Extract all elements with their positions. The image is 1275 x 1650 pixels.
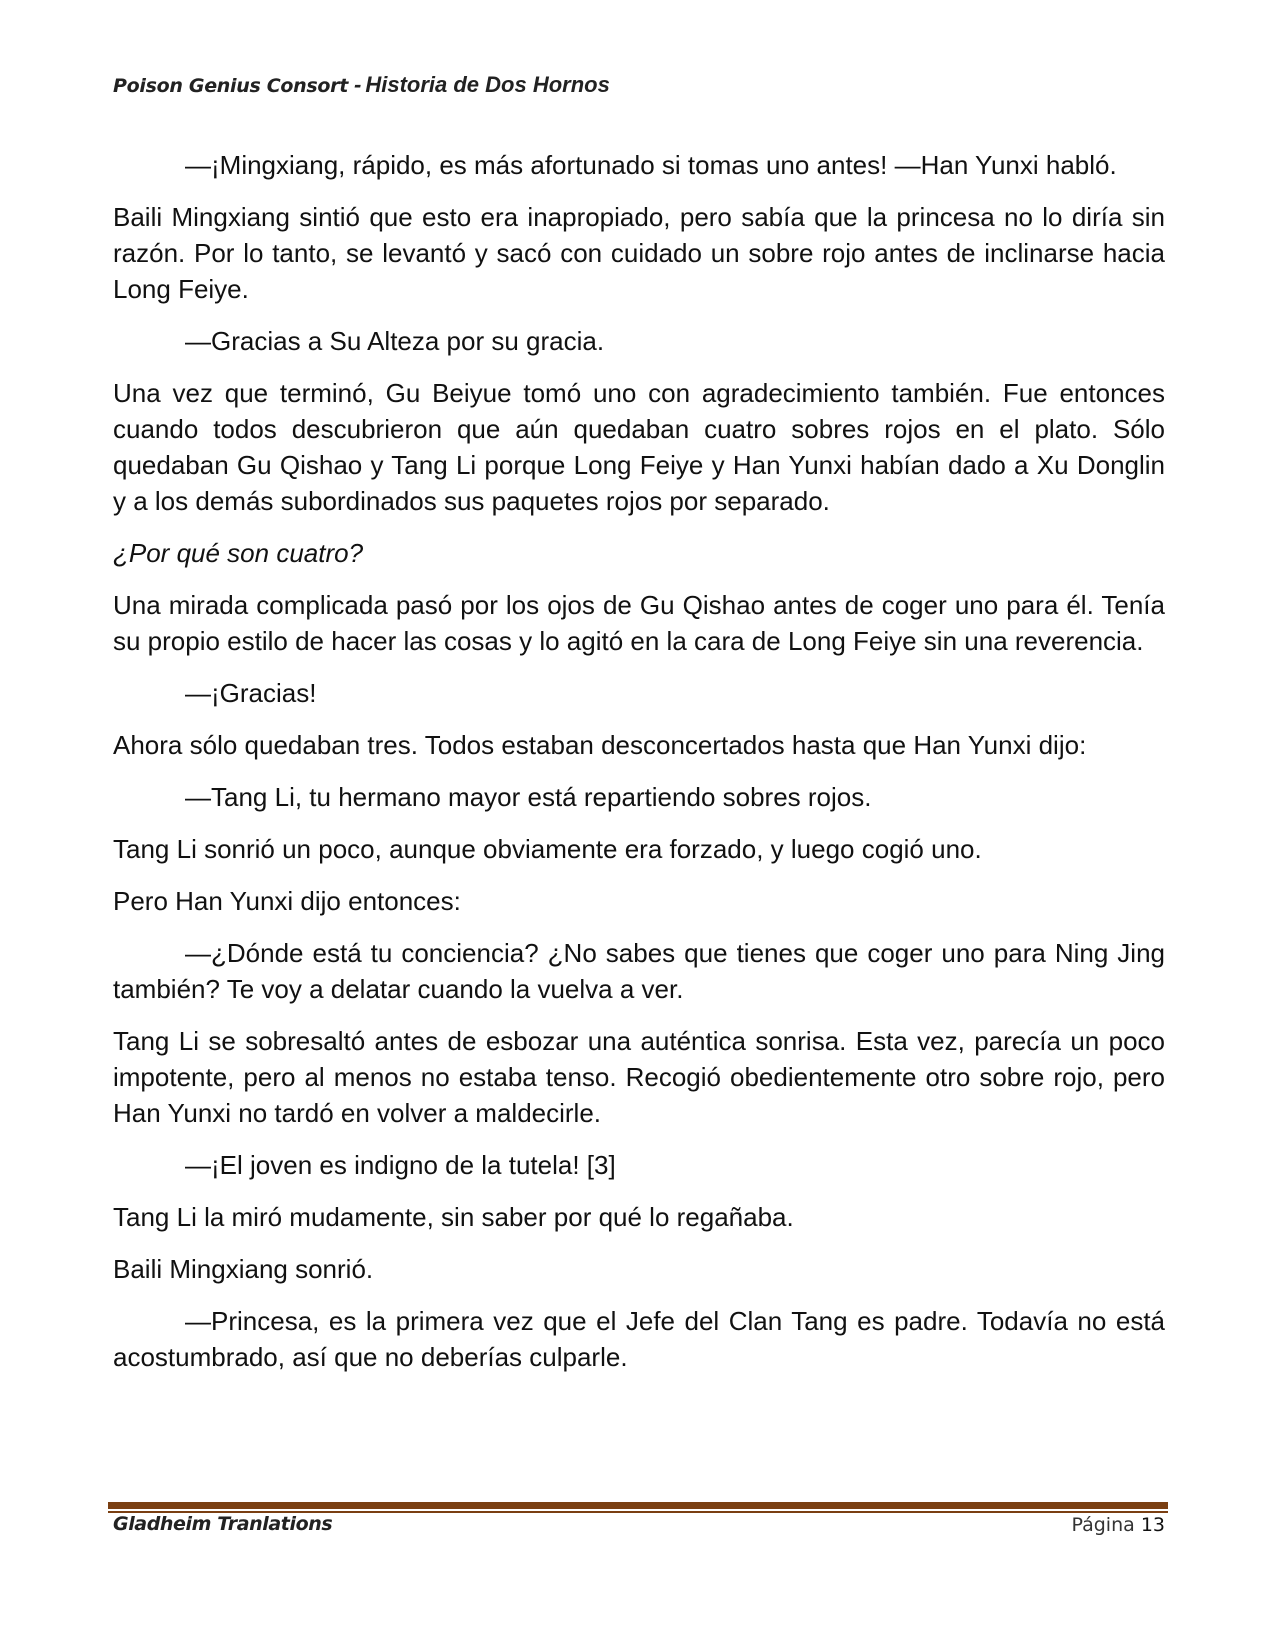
page-body (113, 147, 1165, 1391)
page-number-value: 13 (1140, 1514, 1165, 1536)
running-header (113, 72, 610, 98)
paragraph-dialog: —Princesa, es la primera vez que el Jefe del Clan Tang es padre. Todavía no está acostumbrado, así que no deberías culparle. (113, 1306, 1165, 1372)
header-separator: - (354, 72, 362, 97)
paragraph-narration: Ahora sólo quedaban tres. Todos estaban desconcertados hasta que Han Yunxi dijo: (113, 730, 1087, 760)
paragraph-dialog: —Tang Li, tu hermano mayor está repartiendo sobres rojos. (185, 782, 872, 812)
paragraph-dialog: —Gracias a Su Alteza por su gracia. (185, 326, 605, 356)
paragraph-narration: Tang Li sonrió un poco, aunque obviamente era forzado, y luego cogió uno. (113, 834, 982, 864)
series-title: Poison Genius Consort (113, 75, 349, 97)
paragraph-thought: ¿Por qué son cuatro? (113, 538, 364, 568)
paragraph-narration: Baili Mingxiang sintió que esto era inapropiado, pero sabía que la princesa no lo diría sin razón. Por lo tanto, se levantó y sacó con cuidado un sobre rojo antes de inclinarse hacia Long Feiye. (113, 202, 1165, 304)
paragraph-narration: Baili Mingxiang sonrió. (113, 1254, 374, 1284)
paragraph-dialog: —¿Dónde está tu conciencia? ¿No sabes que tienes que coger uno para Ning Jing también? Te voy a delatar cuando la vuelva a ver. (113, 938, 1165, 1004)
paragraph-narration: Una mirada complicada pasó por los ojos de Gu Qishao antes de coger uno para él. Tenía su propio estilo de hacer las cosas y lo agitó en la cara de Long Feiye sin una reverencia. (113, 590, 1165, 656)
footer-divider (108, 1502, 1168, 1509)
paragraph-narration: Tang Li se sobresaltó antes de esbozar una auténtica sonrisa. Esta vez, parecía un poco impotente, pero al menos no estaba tenso. Recogió obedientemente otro sobre rojo, pero Han Yunxi no tardó en volver a maldecirle. (113, 1026, 1165, 1128)
paragraph-narration: Una vez que terminó, Gu Beiyue tomó uno con agradecimiento también. Fue entonces cuando todos descubrieron que aún quedaban cuatro sobres rojos en el plato. Sólo quedaban Gu Qishao y Tang Li porque Long Feiye y Han Yunxi habían dado a Xu Donglin y a los demás subordinados sus paquetes rojos por separado. (113, 378, 1165, 516)
page-label: Página (1071, 1514, 1135, 1536)
chapter-title: Historia de Dos Hornos (365, 72, 610, 97)
paragraph-dialog: —¡Gracias! (185, 678, 317, 708)
page-number (1071, 1514, 1165, 1536)
paragraph-narration: Tang Li la miró mudamente, sin saber por qué lo regañaba. (113, 1202, 794, 1232)
translator-credit: Gladheim Tranlations (113, 1513, 333, 1535)
paragraph-dialog: —¡El joven es indigno de la tutela! [3] (185, 1150, 616, 1180)
paragraph-dialog: —¡Mingxiang, rápido, es más afortunado si tomas uno antes! —Han Yunxi habló. (185, 150, 1117, 180)
paragraph-narration: Pero Han Yunxi dijo entonces: (113, 886, 461, 916)
